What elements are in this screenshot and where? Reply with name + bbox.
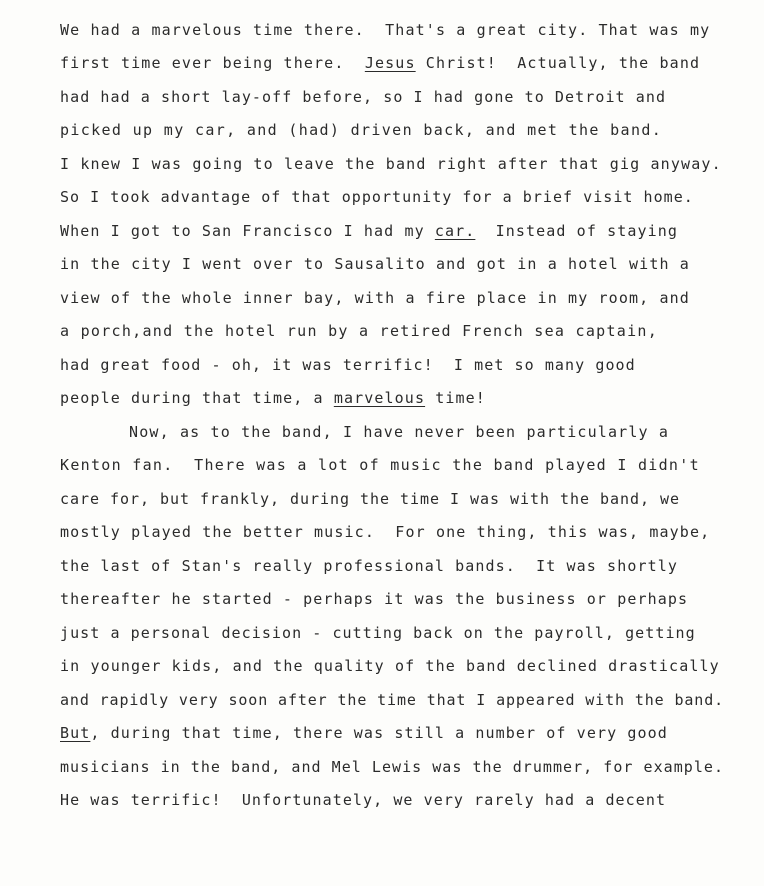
text-line: So I took advantage of that opportunity for a brief visit home. [60,188,694,206]
text-line: people during that time, a marvelous time! [60,389,486,407]
text-line: picked up my car, and (had) driven back, and met the band. [60,121,663,139]
text-line: But, during that time, there was still a number of very good [60,724,668,742]
underlined-word: car. [434,222,476,240]
text-line: When I got to San Francisco I had my car. Instead of staying [60,222,678,240]
underlined-word: Jesus [364,54,416,72]
text-line: a porch,and the hotel run by a retired French sea captain, [60,322,659,340]
text-line: view of the whole inner bay, with a fire place in my room, and [60,289,690,307]
text-line: thereafter he started - perhaps it was the business or perhaps [60,590,689,608]
text-line: We had a marvelous time there. That's a great city. That was my [60,21,711,39]
text-line: Now, as to the band, I have never been particularly a [129,423,670,441]
text-line: I knew I was going to leave the band right after that gig anyway. [60,155,722,173]
text-line: care for, but frankly, during the time I was with the band, we [60,490,681,508]
text-line: and rapidly very soon after the time that I appeared with the band. [60,691,725,709]
text-line: had had a short lay-off before, so I had gone to Detroit and [60,88,667,106]
text-line: in younger kids, and the quality of the band declined drastically [60,657,720,675]
underlined-word: marvelous [333,389,426,407]
text-line: Kenton fan. There was a lot of music the band played I didn't [60,456,700,474]
text-line: first time ever being there. Jesus Christ! Actually, the band [60,54,701,72]
text-line: He was terrific! Unfortunately, we very rarely had a decent [60,791,667,809]
text-line: in the city I went over to Sausalito and got in a hotel with a [60,255,690,273]
text-line: had great food - oh, it was terrific! I met so many good [60,356,636,374]
text-line: the last of Stan's really professional bands. It was shortly [60,557,678,575]
text-line: mostly played the better music. For one thing, this was, maybe, [60,523,711,541]
text-line: musicians in the band, and Mel Lewis was the drummer, for example. [60,758,725,776]
underlined-word: But [60,724,91,742]
text-line: just a personal decision - cutting back on the payroll, getting [60,624,696,642]
